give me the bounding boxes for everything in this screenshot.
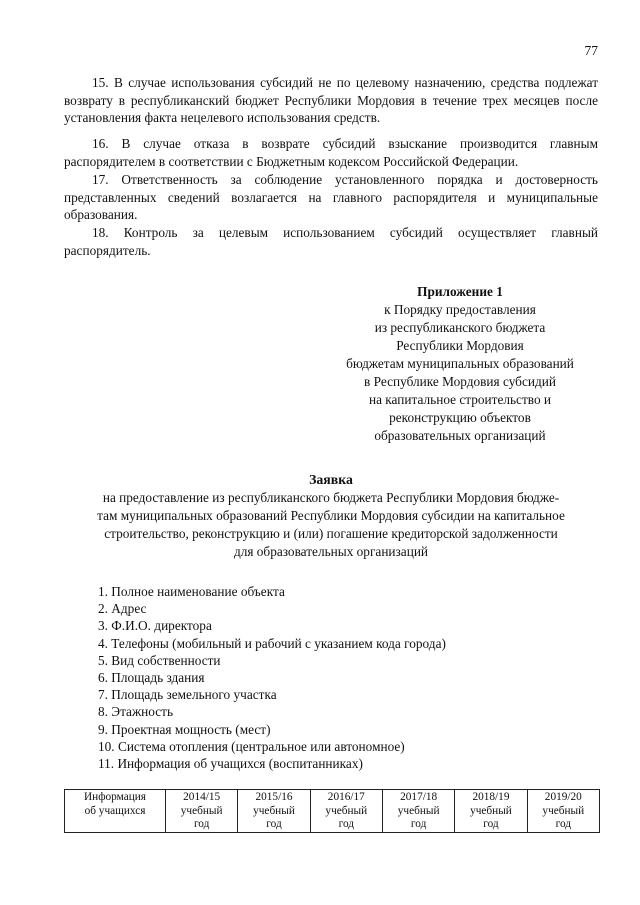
application-line: строительство, реконструкцию и (или) погашение кредиторской задолженности: [104, 526, 558, 541]
table-header-cell: 2018/19 учебный год: [455, 790, 527, 833]
list-item: 6. Площадь здания: [98, 670, 205, 686]
table-header-cell: 2017/18 учебный год: [382, 790, 454, 833]
appendix-line: к Порядку предоставления: [384, 302, 536, 317]
students-info-table: [64, 789, 600, 833]
list-item: 2. Адрес: [98, 601, 147, 617]
appendix-line: из республиканского бюджета: [374, 320, 546, 335]
list-item: 10. Система отопления (центральное или автономное): [98, 738, 405, 754]
table-header-row: [65, 790, 600, 833]
list-item: 7. Площадь земельного участка: [98, 687, 277, 703]
table-header-cell: 2015/16 учебный год: [238, 790, 310, 833]
list-item: 11. Информация об учащихся (воспитанниках): [98, 756, 363, 772]
application-line: там муниципальных образований Республики Мордовия субсидии на капитальное: [97, 508, 565, 523]
appendix-line: образовательных организаций: [374, 428, 546, 443]
appendix-line: бюджетам муниципальных образований: [346, 356, 574, 371]
appendix-header: [315, 283, 605, 445]
appendix-title: Приложение 1: [417, 284, 503, 299]
page-number: 77: [584, 43, 598, 58]
application-heading: [64, 471, 598, 561]
list-item: 1. Полное наименование объекта: [98, 584, 285, 599]
paragraph-16: 16. В случае отказа в возврате субсидий взыскание производится главным распорядителем в соответствии с Бюджетным кодексом Российской Федерации.: [64, 136, 598, 169]
list-item: 3. Ф.И.О. директора: [98, 618, 212, 634]
paragraph-18: 18. Контроль за целевым использованием субсидий осуществляет главный распорядитель.: [64, 225, 598, 258]
application-line: для образовательных организаций: [233, 544, 429, 559]
table-header-cell: 2014/15 учебный год: [166, 790, 238, 833]
list-item: 5. Вид собственности: [98, 652, 221, 668]
application-line: на предоставление из республиканского бюджета Республики Мордовия бюдже-: [102, 490, 560, 505]
appendix-line: Республики Мордовия: [396, 338, 524, 353]
table-header-cell: 2016/17 учебный год: [310, 790, 382, 833]
appendix-line: в Республике Мордовия субсидий: [364, 374, 556, 389]
appendix-line: реконструкцию объектов: [389, 410, 531, 425]
table-header-cell: Информация об учащихся: [65, 790, 166, 833]
table-header-cell: 2019/20 учебный год: [527, 790, 599, 833]
list-item: 4. Телефоны (мобильный и рабочий с указанием кода города): [98, 635, 446, 651]
paragraph-17: 17. Ответственность за соблюдение установленного порядка и достоверность представленных сведений возлагается на главного распорядителя и муниципальные образования.: [64, 172, 598, 222]
paragraph-15: 15. В случае использования субсидий не по целевому назначению, средства подлежат возврату в республиканский бюджет Республики Мордовия в течение трех месяцев после установления факта нецелевого использования средств.: [64, 75, 598, 125]
appendix-line: на капитальное строительство и: [368, 392, 552, 407]
application-title: Заявка: [309, 472, 353, 487]
list-item: 8. Этажность: [98, 704, 174, 720]
application-items-list: [98, 583, 446, 772]
list-item: 9. Проектная мощность (мест): [98, 721, 271, 737]
